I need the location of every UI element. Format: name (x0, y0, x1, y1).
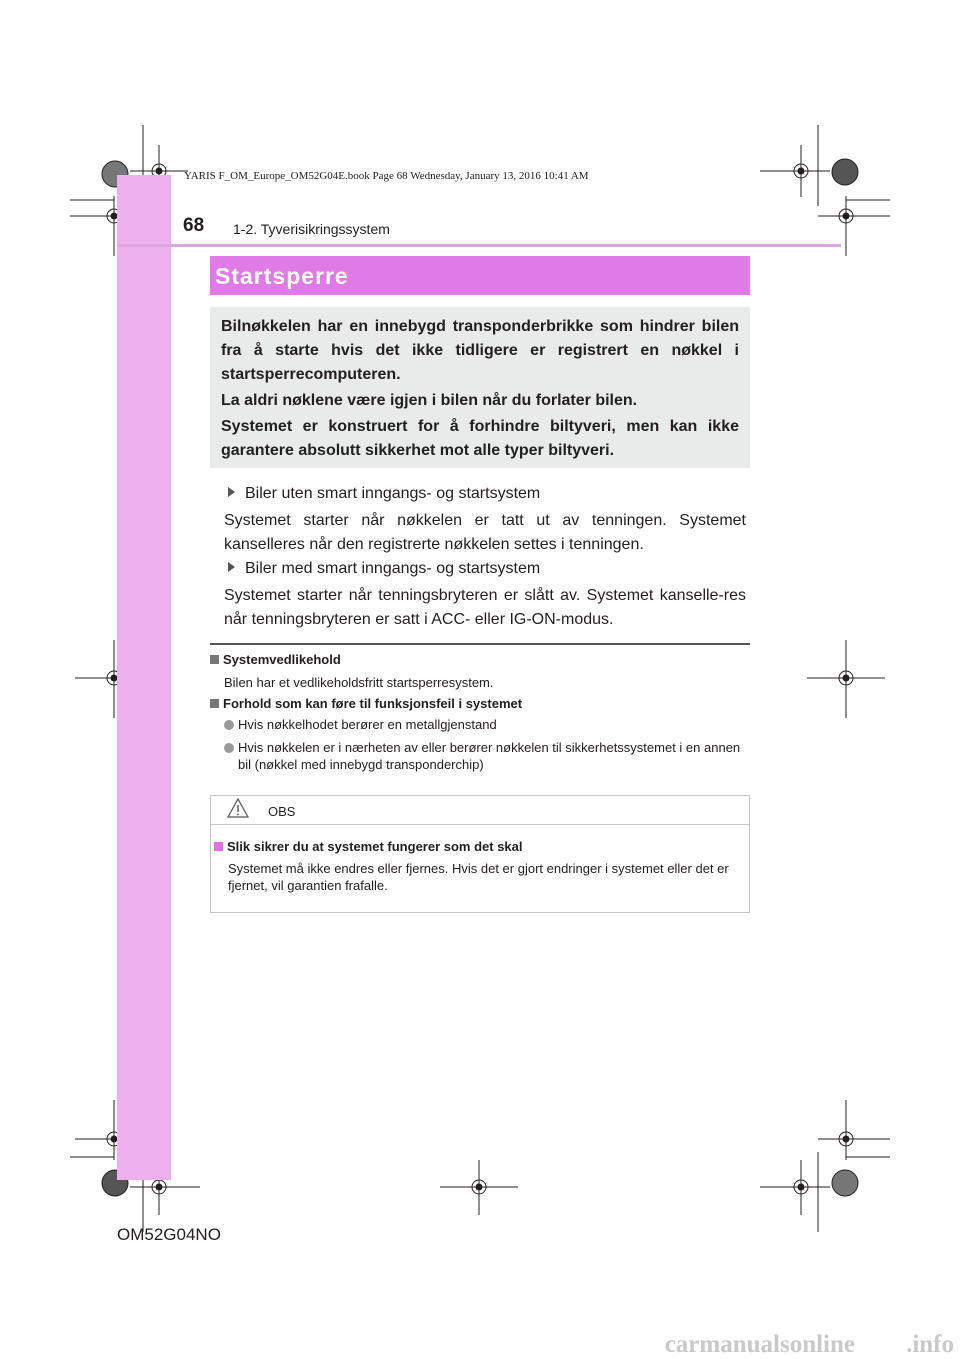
item1-heading: Biler uten smart inngangs- og startsystem (228, 482, 748, 506)
triangle-bullet-icon (228, 562, 235, 572)
section-divider (210, 643, 750, 645)
square-bullet-icon (210, 699, 219, 708)
intro-paragraph-2: La aldri nøklene være igjen i bilen når du forlater bilen. (221, 392, 638, 409)
watermark-domain: .info (906, 1331, 954, 1358)
square-bullet-icon (214, 842, 223, 851)
item2-heading: Biler med smart inngangs- og startsystem (228, 557, 748, 581)
intro-paragraph-1: Bilnøkkelen har en innebygd transponderbrikke som hindrer bilen fra å starte hvis det ikke tidligere er registrert en nøkkel i startsperrecomputeren. (221, 318, 739, 383)
chapter-sidebar-tab (117, 175, 171, 1180)
fault-list-item: Hvis nøkkelen er i nærheten av eller berører nøkkelen til sikkerhetssystemet i en annen bil (nøkkel med innebygd transponderchip) (224, 739, 750, 773)
square-bullet-icon (210, 655, 219, 664)
header-rule (117, 244, 841, 247)
caution-label: OBS (268, 804, 296, 819)
maintenance-heading: Systemvedlikehold (210, 651, 341, 668)
section-title: Startsperre (215, 263, 349, 289)
chapter-title: 1-2. Tyverisikringssystem (233, 221, 390, 237)
intro-paragraph-3: Systemet er konstruert for å forhindre biltyveri, men kan ikke garantere absolutt sikkerhet mot alle typer biltyveri. (221, 418, 739, 459)
warning-triangle-icon (226, 797, 250, 819)
fault-heading: Forhold som kan føre til funksjonsfeil i systemet (210, 695, 522, 712)
caution-text: Systemet må ikke endres eller fjernes. Hvis det er gjort endringer i systemet eller det er fjernet, vil garantien frafalle. (228, 861, 729, 893)
page-number: 68 (183, 215, 205, 236)
circle-bullet-icon (224, 720, 234, 730)
fault-list-item: Hvis nøkkelhodet berører en metallgjenstand (224, 716, 750, 733)
item2-text: Systemet starter når tenningsbryteren er slått av. Systemet kanselle-res når tenningsbryteren er satt i ACC- eller IG-ON-modus. (224, 587, 746, 628)
maintenance-text: Bilen har et vedlikeholdsfritt startsperresystem. (224, 675, 494, 690)
document-code: OM52G04NO (117, 1225, 221, 1244)
intro-box (210, 307, 750, 468)
caution-separator (211, 824, 749, 825)
caution-heading: Slik sikrer du at systemet fungerer som det skal (214, 838, 523, 855)
file-meta-line: YARIS F_OM_Europe_OM52G04E.book Page 68 Wednesday, January 13, 2016 10:41 AM (184, 170, 589, 182)
circle-bullet-icon (224, 743, 234, 753)
watermark-site-name: carmanualsonline (664, 1331, 855, 1358)
item1-text: Systemet starter når nøkkelen er tatt ut av tenningen. Systemet kanselleres når den registrerte nøkkelen settes i tenningen. (224, 512, 746, 553)
triangle-bullet-icon (228, 487, 235, 497)
